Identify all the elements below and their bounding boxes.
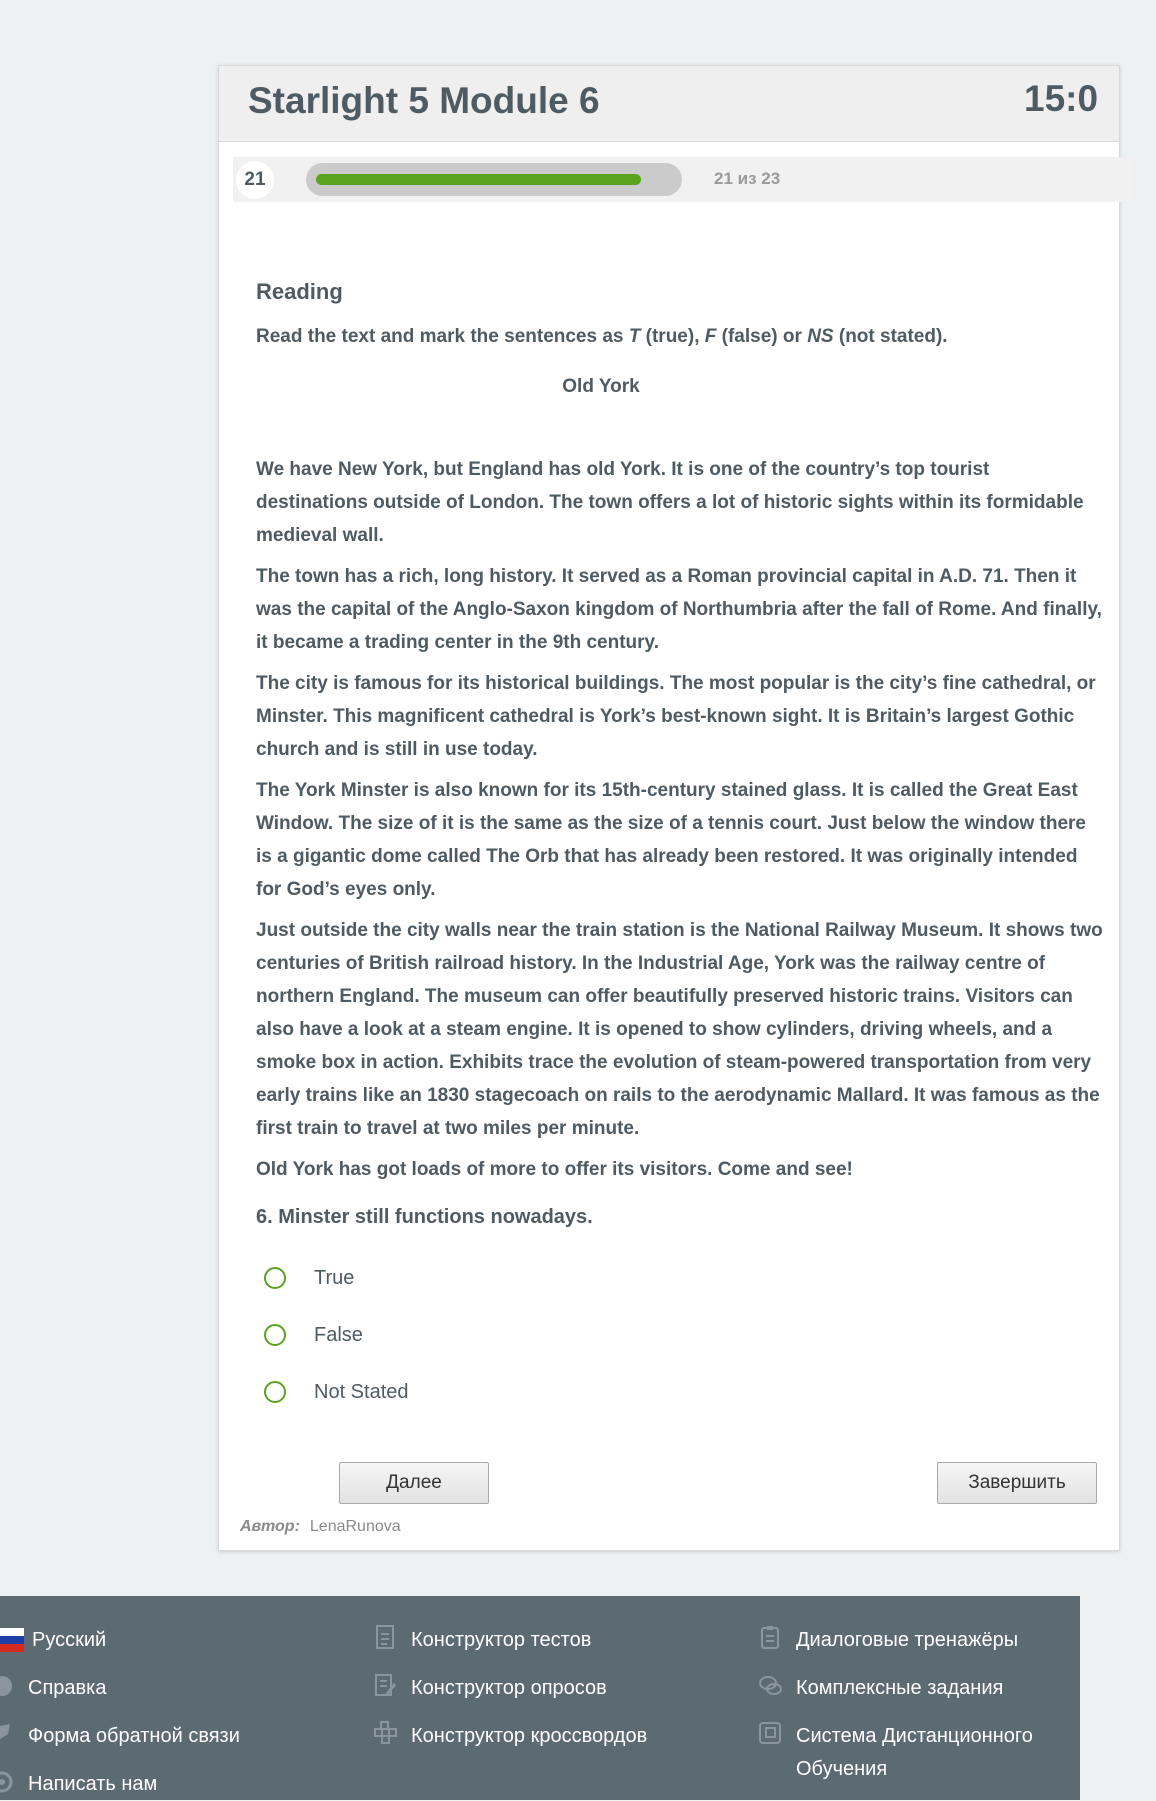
instruction [256,326,948,348]
footer-distance-learning[interactable] [758,1720,1033,1786]
footer-test-constructor[interactable] [373,1624,591,1657]
footer-help[interactable] [0,1672,106,1705]
instruction-t: T [628,326,641,347]
instruction-text: (false) or [716,326,808,347]
footer-link-label: Форма обратной связи [28,1725,240,1747]
footer-link-label: Комплексные задания [796,1677,1004,1699]
footer-link-label: Конструктор кроссвордов [411,1725,648,1747]
radio-button[interactable] [264,1324,286,1346]
progress-row [233,157,1133,202]
footer-link-label-group [796,1720,1033,1786]
reading-text [256,453,1106,1194]
test-title: Starlight 5 Module 6 [248,80,600,121]
clipboard-icon [758,1624,782,1650]
chat-bubbles-icon [758,1672,782,1698]
author-label: Автор: [240,1518,300,1535]
option-false[interactable] [264,1320,363,1350]
feedback-icon [0,1720,14,1746]
author-name: LenaRunova [309,1518,401,1535]
instruction-f: F [704,326,717,347]
timer: 15:0 [1024,78,1099,119]
paragraph: Just outside the city walls near the train station is the National Railway Museum. It shows two centuries of British railroad history. In the Industrial Age, York was the railway centre of northern England. The museum can offer beautifully preserved historic trains. Visitors can also have a look at a steam engine. It is opened to show cylinders, driving wheels, and a smoke box in action. Exhibits trace the evolution of steam-powered transportation from very early trains like an 1830 stagecoach on rails to the aerodynamic Mallard. It was famous as the first train to travel at two miles per minute. [256,920,1103,1139]
footer [0,1596,1080,1800]
footer-link-label: Русский [32,1629,107,1651]
radio-button[interactable] [264,1267,286,1289]
paragraph: The city is famous for its historical buildings. The most popular is the city’s fine cathedral, or Minster. This magnificent cathedral is York’s best-known sight. It is Britain’s largest Gothic church and is still in use today. [256,673,1096,760]
instruction-ns: NS [807,326,834,347]
option-label: True [314,1266,355,1289]
footer-link-label: Конструктор тестов [411,1629,592,1651]
russian-flag-icon [0,1628,24,1652]
footer-survey-constructor[interactable] [373,1672,607,1705]
option-label: Not Stated [314,1380,409,1403]
option-not-stated[interactable] [264,1377,409,1407]
paragraph: The town has a rich, long history. It served as a Roman provincial capital in A.D. 71. Then it was the capital of the Anglo-Saxon kingdom of Northumbria after the fall of Rome. And finally, it became a trading center in the 9th century. [256,566,1102,653]
test-card [218,65,1120,1551]
footer-link-label: Система Дистанционного [796,1725,1033,1747]
text-title: Old York [562,376,640,397]
instruction-text: Read the text and mark the sentences as [256,326,629,347]
instruction-text: (true), [640,326,705,347]
footer-link-label: Обучения [796,1758,888,1780]
instruction-text: (not stated). [833,326,948,347]
mail-icon [0,1768,14,1794]
survey-icon [373,1672,397,1698]
progress-bar-fill [316,174,641,185]
crossword-icon [373,1720,397,1746]
paragraph: We have New York, but England has old York. It is one of the country’s top tourist destinations outside of London. The town offers a lot of historic sights within its formidable medieval wall. [256,459,1084,546]
footer-crossword-constructor[interactable] [373,1720,647,1753]
footer-link-label: Справка [28,1677,107,1699]
radio-button[interactable] [264,1381,286,1403]
footer-link-label: Конструктор опросов [411,1677,607,1699]
footer-link-label: Диалоговые тренажёры [796,1629,1019,1651]
copy-window-icon [758,1720,782,1746]
footer-feedback-form[interactable] [0,1720,240,1753]
footer-language[interactable] [0,1624,106,1657]
option-label: False [314,1323,363,1346]
test-document-icon [373,1624,397,1650]
option-true[interactable] [264,1263,354,1293]
paragraph: Old York has got loads of more to offer its visitors. Come and see! [256,1159,853,1180]
footer-dialog-trainers[interactable] [758,1624,1018,1657]
question-number-badge: 21 [236,161,274,199]
footer-complex-tasks[interactable] [758,1672,1003,1705]
footer-link-label: Написать нам [28,1773,158,1795]
finish-button[interactable]: Завершить [937,1462,1097,1504]
question-text: 6. Minster still functions nowadays. [256,1206,593,1228]
paragraph: The York Minster is also known for its 15th-century stained glass. It is called the Great East Window. The size of it is the same as the size of a tennis court. Just below the window there is a gigantic dome called The Orb that has already been restored. It was originally intended for God’s eyes only. [256,780,1086,900]
next-button[interactable]: Далее [339,1462,489,1504]
footer-contact[interactable] [0,1768,157,1801]
section-title: Reading [256,279,343,304]
progress-bar [306,163,682,196]
help-icon [0,1672,14,1698]
progress-text: 21 из 23 [714,169,781,188]
author-line [240,1518,401,1536]
test-header [219,66,1119,142]
